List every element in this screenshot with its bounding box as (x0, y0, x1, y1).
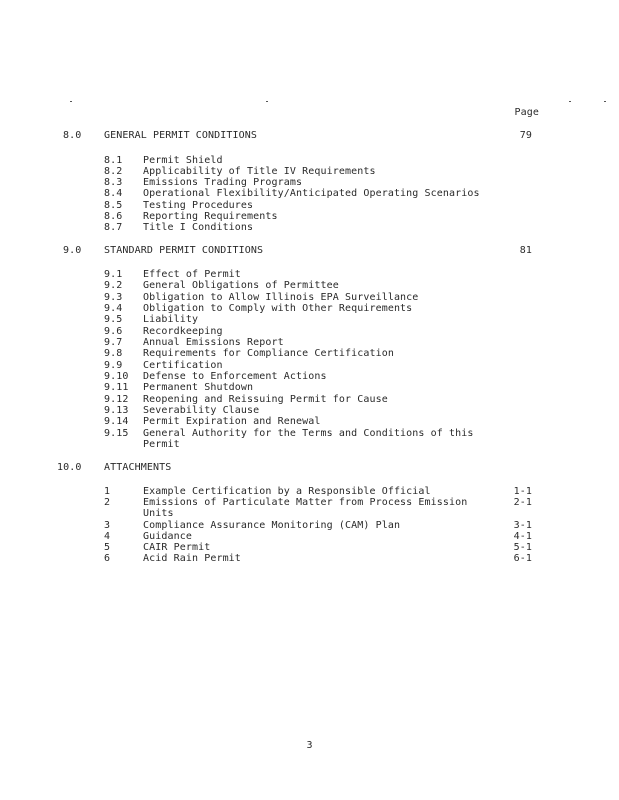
scan-speck (569, 101, 571, 102)
toc-item-title: Liability (143, 314, 199, 325)
toc-item-number: 8.5 (104, 200, 123, 211)
section-page: 81 (519, 245, 532, 256)
toc-item-title: General Authority for the Terms and Conditions of this (143, 428, 474, 439)
attachment-page: 6-1 (513, 553, 532, 564)
section-number: 10.0 (57, 462, 82, 473)
toc-item-title: Reporting Requirements (143, 211, 278, 222)
section-number: 8.0 (63, 130, 82, 141)
toc-item-number: 9.11 (104, 382, 129, 393)
attachment-number: 4 (104, 531, 111, 542)
toc-item-title: Severability Clause (143, 405, 260, 416)
toc-item-number: 8.4 (104, 188, 123, 199)
toc-item-number: 9.5 (104, 314, 123, 325)
attachment-number: 5 (104, 542, 111, 553)
attachment-number: 3 (104, 520, 111, 531)
attachment-title: Guidance (143, 531, 192, 542)
toc-item-title: Obligation to Allow Illinois EPA Surveillance (143, 292, 419, 303)
scan-speck (266, 101, 268, 102)
section-number: 9.0 (63, 245, 82, 256)
toc-item-number: 8.6 (104, 211, 123, 222)
toc-item-title: General Obligations of Permittee (143, 280, 339, 291)
attachment-title: Emissions of Particulate Matter from Process Emission (143, 497, 468, 508)
toc-item-number: 9.3 (104, 292, 123, 303)
toc-item-number: 9.7 (104, 337, 123, 348)
attachment-title: Compliance Assurance Monitoring (CAM) Plan (143, 520, 401, 531)
attachment-page: 3-1 (513, 520, 532, 531)
attachment-title-continued: Units (143, 508, 174, 519)
toc-item-title: Permit Expiration and Renewal (143, 416, 321, 427)
toc-item-number: 8.3 (104, 177, 123, 188)
toc-item-title: Certification (143, 360, 223, 371)
toc-item-title: Permanent Shutdown (143, 382, 254, 393)
toc-item-title: Testing Procedures (143, 200, 254, 211)
toc-item-title: Applicability of Title IV Requirements (143, 166, 376, 177)
attachment-page: 2-1 (513, 497, 532, 508)
attachment-page: 5-1 (513, 542, 532, 553)
toc-item-number: 9.10 (104, 371, 129, 382)
section-title: STANDARD PERMIT CONDITIONS (104, 245, 264, 256)
page-number: 3 (306, 740, 313, 751)
toc-item-number: 8.1 (104, 155, 123, 166)
attachment-number: 1 (104, 486, 111, 497)
toc-item-number: 9.12 (104, 394, 129, 405)
attachment-title: Example Certification by a Responsible Official (143, 486, 431, 497)
toc-item-title: Emissions Trading Programs (143, 177, 303, 188)
scan-speck (604, 101, 606, 102)
attachment-title: Acid Rain Permit (143, 553, 241, 564)
attachment-page: 4-1 (513, 531, 532, 542)
section-title: GENERAL PERMIT CONDITIONS (104, 130, 258, 141)
attachment-page: 1-1 (513, 486, 532, 497)
toc-item-number: 9.15 (104, 428, 129, 439)
toc-item-title: Requirements for Compliance Certification (143, 348, 394, 359)
toc-item-number: 9.8 (104, 348, 123, 359)
section-page: 79 (519, 130, 532, 141)
toc-item-title: Permit Shield (143, 155, 223, 166)
attachment-number: 2 (104, 497, 111, 508)
section-title: ATTACHMENTS (104, 462, 172, 473)
page-column-header: Page (514, 107, 539, 118)
toc-item-title: Defense to Enforcement Actions (143, 371, 327, 382)
toc-item-number: 9.1 (104, 269, 123, 280)
toc-item-number: 8.7 (104, 222, 123, 233)
toc-item-title: Obligation to Comply with Other Requirements (143, 303, 413, 314)
toc-item-title: Annual Emissions Report (143, 337, 284, 348)
toc-item-title-continued: Permit (143, 439, 180, 450)
attachment-title: CAIR Permit (143, 542, 211, 553)
toc-item-number: 9.13 (104, 405, 129, 416)
toc-item-number: 8.2 (104, 166, 123, 177)
scan-speck (70, 101, 72, 102)
toc-item-number: 9.9 (104, 360, 123, 371)
toc-item-number: 9.14 (104, 416, 129, 427)
toc-item-number: 9.4 (104, 303, 123, 314)
toc-item-title: Effect of Permit (143, 269, 241, 280)
toc-item-title: Recordkeeping (143, 326, 223, 337)
toc-item-number: 9.6 (104, 326, 123, 337)
toc-item-title: Title I Conditions (143, 222, 254, 233)
toc-item-title: Operational Flexibility/Anticipated Operating Scenarios (143, 188, 480, 199)
toc-item-title: Reopening and Reissuing Permit for Cause (143, 394, 388, 405)
attachment-number: 6 (104, 553, 111, 564)
toc-item-number: 9.2 (104, 280, 123, 291)
